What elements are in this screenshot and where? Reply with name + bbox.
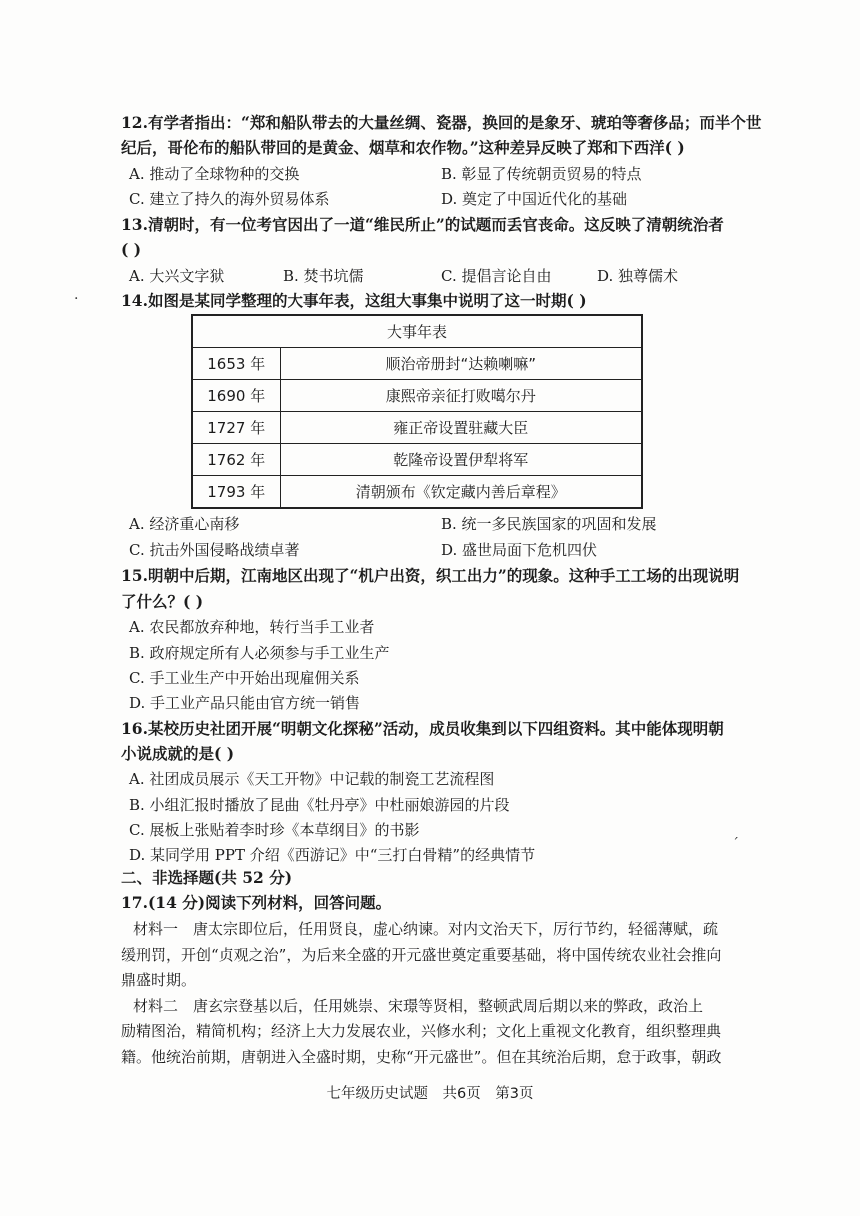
- q16-option-c: C. 展板上张贴着李时珍《本草纲目》的书影: [129, 821, 420, 839]
- question-15-line-1: 15.明朝中后期，江南地区出现了“机户出资，织工出力”的现象。这种手工工场的出现说明: [121, 566, 740, 585]
- margin-dot: .: [74, 287, 79, 303]
- question-17-heading: 17.(14 分)阅读下列材料，回答问题。: [121, 893, 392, 912]
- material-2-line-1: 材料二 唐玄宗登基以后，任用姚崇、宋璟等贤相，整顿武周后期以来的弊政，政治上: [133, 997, 704, 1015]
- table-cell-year: 1762 年: [192, 444, 280, 476]
- table-cell-event: 顺治帝册封“达赖喇嘛”: [280, 348, 642, 380]
- q14-option-b: B. 统一多民族国家的巩固和发展: [441, 515, 657, 533]
- q12-option-d: D. 奠定了中国近代化的基础: [441, 190, 628, 208]
- table-header-row: [192, 315, 642, 348]
- material-1-line-3: 鼎盛时期。: [121, 971, 197, 989]
- table-cell-event: 雍正帝设置驻藏大臣: [280, 412, 642, 444]
- q12-option-b: B. 彰显了传统朝贡贸易的特点: [441, 165, 642, 183]
- question-16-line-2: 小说成就的是( ): [121, 744, 235, 763]
- material-1-line-1: 材料一 唐太宗即位后，任用贤良，虚心纳谏。对内文治天下，厉行节约，轻徭薄赋，疏: [133, 920, 719, 938]
- question-12-line-1: 12.有学者指出：“郑和船队带去的大量丝绸、瓷器，换回的是象牙、琥珀等奢侈品；而半个世: [121, 113, 762, 132]
- q16-option-b: B. 小组汇报时播放了昆曲《牡丹亭》中杜丽娘游园的片段: [129, 796, 510, 814]
- q15-option-c: C. 手工业生产中开始出现雇佣关系: [129, 669, 360, 687]
- q13-option-c: C. 提倡言论自由: [441, 267, 552, 285]
- q15-option-d: D. 手工业产品只能由官方统一销售: [129, 694, 361, 712]
- table-cell-event: 康熙帝亲征打败噶尔丹: [280, 380, 642, 412]
- margin-mark: ˊ: [732, 836, 739, 852]
- q13-option-b: B. 焚书坑儒: [283, 267, 364, 285]
- table-cell-year: 1793 年: [192, 476, 280, 509]
- q15-option-a: A. 农民都放弃种地，转行当手工业者: [129, 618, 375, 636]
- q13-option-a: A. 大兴文字狱: [129, 267, 225, 285]
- table-row: [192, 380, 642, 412]
- section-2-heading: 二、非选择题(共 52 分): [121, 868, 293, 887]
- table-cell-event: 清朝颁布《钦定藏内善后章程》: [280, 476, 642, 509]
- q16-option-d: D. 某同学用 PPT 介绍《西游记》中“三打白骨精”的经典情节: [129, 846, 536, 864]
- question-16-line-1: 16.某校历史社团开展“明朝文化探秘”活动，成员收集到以下四组资料。其中能体现明朝: [121, 719, 724, 738]
- table-title: 大事年表: [192, 315, 642, 348]
- material-2-line-2: 励精图治，精简机构；经济上大力发展农业，兴修水利；文化上重视文化教育，组织整理典: [121, 1022, 722, 1040]
- page-footer: 七年级历史试题 共6页 第3页: [326, 1086, 534, 1102]
- table-row: [192, 476, 642, 509]
- table-cell-year: 1690 年: [192, 380, 280, 412]
- q12-option-c: C. 建立了持久的海外贸易体系: [129, 190, 330, 208]
- q14-option-c: C. 抗击外国侵略战绩卓著: [129, 541, 300, 559]
- table-row: [192, 348, 642, 380]
- material-1-line-2: 缓刑罚，开创“贞观之治”，为后来全盛的开元盛世奠定重要基础，将中国传统农业社会推向: [121, 946, 722, 964]
- question-13-line-2: ( ): [121, 240, 142, 259]
- q13-option-d: D. 独尊儒术: [597, 267, 679, 285]
- question-14-line-1: 14.如图是某同学整理的大事年表，这组大事集中说明了这一时期( ): [121, 291, 587, 310]
- question-12-line-2: 纪后，哥伦布的船队带回的是黄金、烟草和农作物。”这种差异反映了郑和下西洋( ): [121, 138, 685, 157]
- table-row: [192, 444, 642, 476]
- material-2-line-3: 籍。他统治前期，唐朝进入全盛时期，史称“开元盛世”。但在其统治后期，怠于政事，朝政: [121, 1048, 722, 1066]
- question-15-line-2: 了什么？( ): [121, 592, 204, 611]
- table-cell-event: 乾隆帝设置伊犁将军: [280, 444, 642, 476]
- table-row: [192, 412, 642, 444]
- events-timeline-table: [191, 314, 643, 509]
- table-cell-year: 1653 年: [192, 348, 280, 380]
- q12-option-a: A. 推动了全球物种的交换: [129, 165, 300, 183]
- q14-option-a: A. 经济重心南移: [129, 515, 240, 533]
- table-cell-year: 1727 年: [192, 412, 280, 444]
- q14-option-d: D. 盛世局面下危机四伏: [441, 541, 598, 559]
- question-13-line-1: 13.清朝时，有一位考官因出了一道“维民所止”的试题而丢官丧命。这反映了清朝统治者: [121, 215, 724, 234]
- q15-option-b: B. 政府规定所有人必须参与手工业生产: [129, 644, 390, 662]
- q16-option-a: A. 社团成员展示《天工开物》中记载的制瓷工艺流程图: [129, 770, 495, 788]
